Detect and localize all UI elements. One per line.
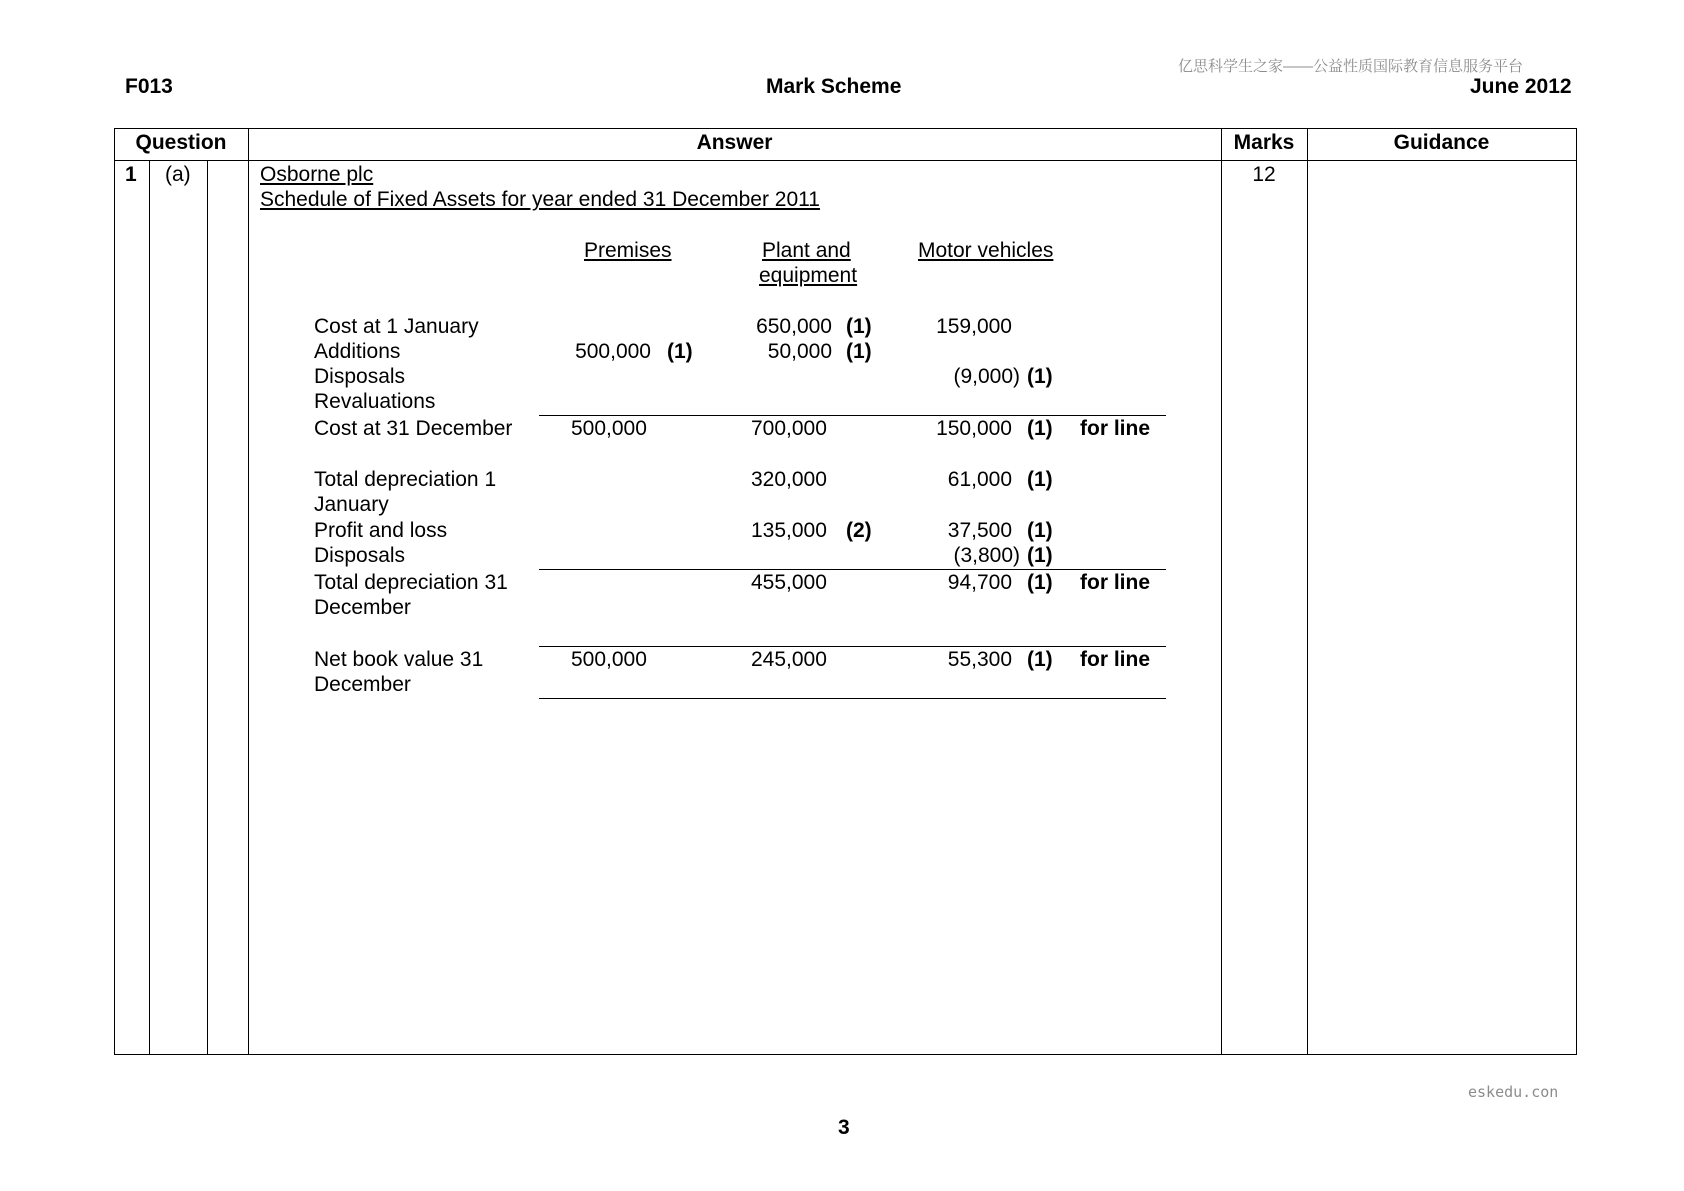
label: Cost at 31 December (314, 417, 513, 440)
motor-mark: (1) (1027, 417, 1053, 440)
motor-mark: (1) (1027, 519, 1053, 542)
plant-value: 135,000 (751, 519, 827, 542)
marks-value: 12 (1252, 163, 1276, 186)
plant-mark: (1) (846, 315, 872, 338)
schedule-title: Schedule of Fixed Assets for year ended 31 December 2011 (260, 188, 820, 211)
label: Additions (314, 340, 401, 363)
row-revaluations-label: Revaluations (314, 390, 436, 413)
question-number: 1 (125, 163, 137, 186)
motor-value: 150,000 (936, 417, 1012, 440)
question-part: (a) (165, 163, 191, 186)
label-line1: Total depreciation 31 (314, 571, 508, 594)
plant-mark: (1) (846, 340, 872, 363)
col-premises: Premises (584, 239, 672, 262)
rule-line (539, 698, 1166, 699)
motor-value: 37,500 (947, 519, 1012, 542)
company-name: Osborne plc (260, 163, 374, 186)
plant-mark: (2) (846, 519, 872, 542)
plant-value: 320,000 (751, 468, 827, 491)
watermark-bottom: eskedu.con (1468, 1083, 1559, 1101)
plant-value: 700,000 (751, 417, 827, 440)
watermark-top: 亿思科学生之家——公益性质国际教育信息服务平台 (1178, 58, 1524, 75)
premises-value: 500,000 (571, 417, 647, 440)
motor-value: (3,800) (953, 544, 1020, 567)
rule-line (539, 569, 1166, 570)
plant-value: 455,000 (751, 571, 827, 594)
motor-value: (9,000) (953, 365, 1020, 388)
label-line1: Net book value 31 (314, 648, 484, 671)
plant-value: 50,000 (767, 340, 832, 363)
motor-value: 159,000 (936, 315, 1012, 338)
header-question: Question (135, 131, 227, 154)
label-line2: January (314, 493, 389, 516)
motor-value: 61,000 (947, 468, 1012, 491)
for-line-note: for line (1080, 648, 1151, 671)
premises-mark: (1) (667, 340, 693, 363)
header-marks: Marks (1233, 131, 1295, 154)
motor-mark: (1) (1027, 468, 1053, 491)
col-motor: Motor vehicles (918, 239, 1054, 262)
label: Cost at 1 January (314, 315, 479, 338)
document-title: Mark Scheme (766, 75, 902, 98)
label: Disposals (314, 544, 406, 567)
plant-value: 245,000 (751, 648, 827, 671)
label-line2: December (314, 673, 411, 696)
header-guidance: Guidance (1393, 131, 1490, 154)
motor-mark: (1) (1027, 648, 1053, 671)
col-plant-line2: equipment (759, 264, 858, 287)
premises-value: 500,000 (571, 648, 647, 671)
motor-value: 55,300 (947, 648, 1012, 671)
motor-value: 94,700 (947, 571, 1012, 594)
label-line1: Total depreciation 1 (314, 468, 497, 491)
motor-mark: (1) (1027, 365, 1053, 388)
for-line-note: for line (1080, 571, 1151, 594)
premises-value: 500,000 (575, 340, 651, 363)
exam-date: June 2012 (1470, 75, 1572, 98)
plant-value: 650,000 (756, 315, 832, 338)
label: Disposals (314, 365, 406, 388)
for-line-note: for line (1080, 417, 1151, 440)
col-plant-line1: Plant and (762, 239, 851, 262)
page-number: 3 (838, 1116, 850, 1139)
header-answer: Answer (696, 131, 773, 154)
label-line2: December (314, 596, 411, 619)
motor-mark: (1) (1027, 544, 1053, 567)
label: Profit and loss (314, 519, 448, 542)
paper-code: F013 (125, 75, 173, 98)
motor-mark: (1) (1027, 571, 1053, 594)
